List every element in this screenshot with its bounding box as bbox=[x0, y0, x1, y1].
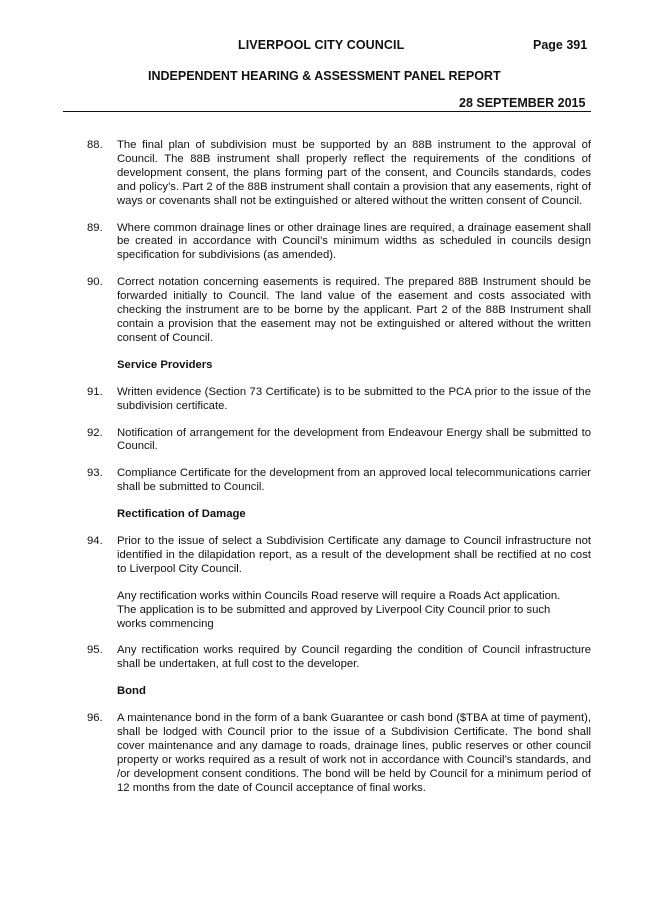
condition-93 bbox=[87, 467, 591, 495]
section-heading-service-providers: Service Providers bbox=[117, 358, 213, 371]
condition-89 bbox=[87, 222, 591, 264]
condition-text: Where common drainage lines or other drainage lines are required, a drainage easement shall be created in accordance with Council’s minimum widths as scheduled in councils design specification for subdivisions (as amended). bbox=[117, 221, 591, 262]
condition-text: A maintenance bond in the form of a bank Guarantee or cash bond ($TBA at time of payment), shall be lodged with Council prior to the issue of a Subdivision Certificate. The bond shall cover maintenance and any damage to roads, drainage lines, public reserves or other council property or works required as a result of work not in accordance with Council’s standards, and /or development consent conditions. The bond will be held by Council for a minimum period of 12 months from the date of Council acceptance of final works. bbox=[117, 712, 591, 794]
condition-text: The final plan of subdivision must be supported by an 88B instrument to the approval of Council. The 88B instrument shall properly reflect the requirements of the conditions of development consent, the plans forming part of the consent, and Councils standards, codes and policy’s. Part 2 of the 88B instrument shall contain a provision that any easements, right of ways or covenants shall not be extinguished or altered without the written consent of Council. bbox=[117, 139, 591, 207]
condition-95 bbox=[87, 644, 591, 672]
section-heading-rectification: Rectification of Damage bbox=[117, 508, 246, 521]
report-date: 28 SEPTEMBER 2015 bbox=[459, 96, 586, 110]
condition-number: 93. bbox=[87, 467, 103, 480]
report-title: INDEPENDENT HEARING & ASSESSMENT PANEL REPORT bbox=[148, 69, 501, 83]
condition-number: 95. bbox=[87, 644, 103, 657]
condition-text: Written evidence (Section 73 Certificate) is to be submitted to the PCA prior to the issue of the subdivision certificate. bbox=[117, 385, 591, 412]
condition-text: Correct notation concerning easements is required. The prepared 88B Instrument should be forwarded initially to Council. The land value of the easement and costs associated with checking the instrument are to be borne by the applicant. Part 2 of the 88B Instrument shall contain a provision that the easement may not be extinguished or altered without the written consent of Council. bbox=[117, 276, 591, 344]
condition-number: 96. bbox=[87, 712, 103, 725]
condition-96 bbox=[87, 712, 591, 795]
condition-text: Notification of arrangement for the development from Endeavour Energy shall be submitted to Council. bbox=[117, 426, 591, 453]
condition-number: 90. bbox=[87, 276, 103, 289]
condition-number: 91. bbox=[87, 385, 103, 398]
condition-88 bbox=[87, 139, 591, 209]
condition-91 bbox=[87, 386, 591, 414]
condition-text: Any rectification works required by Council regarding the condition of Council infrastructure shall be undertaken, at full cost to the developer. bbox=[117, 644, 591, 671]
condition-number: 88. bbox=[87, 139, 103, 151]
council-name: LIVERPOOL CITY COUNCIL bbox=[238, 38, 405, 52]
condition-text: Compliance Certificate for the development from an approved local telecommunications carrier shall be submitted to Council. bbox=[117, 467, 591, 494]
condition-number: 94. bbox=[87, 535, 103, 548]
page-number: Page 391 bbox=[533, 38, 588, 52]
condition-94 bbox=[87, 535, 591, 577]
condition-text: Prior to the issue of select a Subdivision Certificate any damage to Council infrastructure not identified in the dilapidation report, as a result of the development shall be rectified at no cost to Liverpool City Council. bbox=[117, 535, 591, 575]
condition-94-note: Any rectification works within Councils Road reserve will require a Roads Act application. The application is to be submitted and approved by Liverpool City Council prior to such works commencing bbox=[117, 589, 561, 630]
section-heading-bond: Bond bbox=[117, 685, 146, 698]
condition-number: 89. bbox=[87, 221, 103, 234]
condition-90 bbox=[87, 276, 591, 346]
condition-92 bbox=[87, 427, 591, 455]
conditions-list bbox=[87, 139, 591, 809]
condition-number: 92. bbox=[87, 426, 103, 439]
header-divider bbox=[63, 111, 591, 112]
